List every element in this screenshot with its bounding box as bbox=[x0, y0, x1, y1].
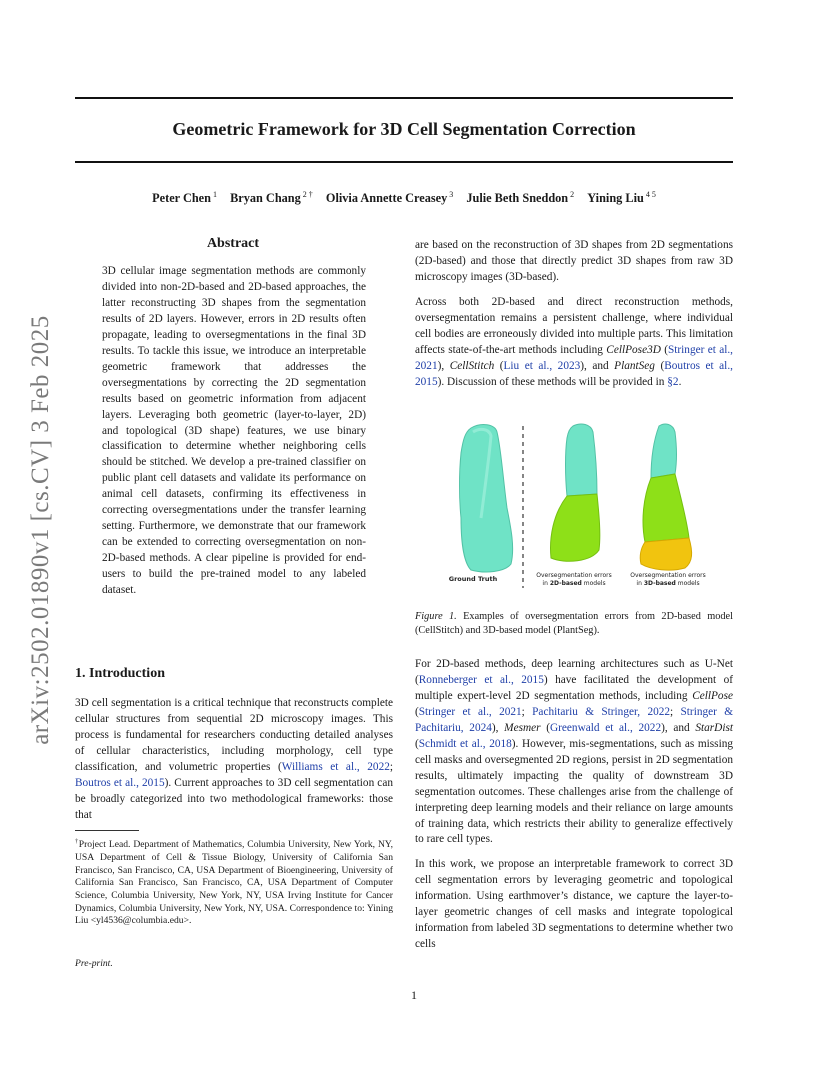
author: Olivia Annette Creasey $^3$ bbox=[325, 190, 454, 206]
paragraph: For 2D-based methods, deep learning architectures such as U-Net (Ronneberger et al., 2015) have facilitated the development of multiple expert-level 2D segmentation methods, including CellPose (Stringer et al., 2021; Pachitariu & Stringer, 2022; Stringer & Pachitariu, 2024), Mesmer (Greenwald et al., 2022), and StarDist (Schmidt et al., 2018). However, mis-segmentations, such as missing cell masks and oversegmented 2D regions, persist in 2D segmentation results, ultimately impacting the quality of downstream 3D segmentation outcomes. These challenges arise from the challenge of interpreting deep learning models and their reliance on large amounts of training data, which restricts their ability to generalize effectively to rare cell types. bbox=[415, 658, 734, 846]
figure-caption: Figure 1. Examples of oversegmentation errors from 2D-based model (CellStitch) and 3D-based model (PlantSeg). bbox=[415, 611, 733, 636]
preprint-note: Pre-print. bbox=[75, 958, 113, 969]
author: Bryan Chang $^{2 \dagger}$ bbox=[230, 190, 313, 206]
citation-link[interactable]: Pachitariu & Stringer, 2022 bbox=[532, 705, 671, 718]
right-column-bottom bbox=[415, 657, 733, 953]
citation-link[interactable]: Schmidt et al., 2018 bbox=[418, 737, 512, 750]
citation-link[interactable]: Boutros et al., 2015 bbox=[75, 776, 165, 789]
label-3d-based: Oversegmentation errors in 3D-based models bbox=[630, 572, 706, 587]
label-ground-truth: Ground Truth bbox=[448, 575, 498, 583]
author: Peter Chen $^1$ bbox=[152, 190, 217, 206]
page-number: 1 bbox=[411, 988, 417, 1002]
section-link[interactable]: §2 bbox=[667, 375, 679, 388]
author: Julie Beth Sneddon $^2$ bbox=[466, 190, 575, 206]
paragraph: In this work, we propose an interpretable framework to correct 3D cell segmentation errors by leveraging geometric and topological information. Using earthmover’s distance, we capture the layer-to-layer geometric changes of cell masks and integrate topological information from labeled 3D segmentations to determine whether two cells bbox=[415, 858, 733, 951]
citation-link[interactable]: Stringer & Pachitariu, 2024 bbox=[415, 705, 734, 734]
abstract-text: 3D cellular image segmentation methods are commonly divided into non-2D-based and 2D-based approaches, the latter reconstructing 3D shapes from the segmentation results of 2D layers. However, errors in 2D results often propagate, leading to oversegmentations in the final 3D results. To tackle this issue, we introduce an interpretable geometric framework that addresses the oversegmentations by correcting the 2D segmentation results based on geometric information from adjacent layers. Leveraging both geometric (layer-to-layer, 2D) and topological (3D shape) features, we use binary classification to determine whether neighboring cells should be stitched. We develop a pre-trained classifier on public plant cell datasets and validate its performance on animal cell datasets, confirming its effectiveness in correcting oversegmentations under the transfer learning setting. Furthermore, we demonstrate that our framework can be extended to correcting oversegmentation on non-2D-based methods. A clear pipeline is provided for end-users to build the pre-trained model to any labeled dataset. bbox=[102, 265, 366, 597]
paragraph: Across both 2D-based and direct reconstruction methods, oversegmentation remains a persistent challenge, where individual cell bodies are erroneously divided into multiple parts. This limitation affects state-of-the-art methods including CellPose3D (Stringer et al., 2021), CellStitch (Liu et al., 2023), and PlantSeg (Boutros et al., 2015). Discussion of these methods will be provided in §2. bbox=[415, 295, 733, 388]
ground-truth-cell bbox=[460, 425, 513, 572]
citation-link[interactable]: Williams et al., 2022 bbox=[281, 760, 390, 773]
paragraph: are based on the reconstruction of 3D shapes from 2D segmentations (2D-based) and those that directly predict 3D shapes from raw 3D microscopy images (3D-based). bbox=[415, 239, 733, 283]
cell-3d-oversegmented bbox=[640, 424, 691, 570]
paper-title: Geometric Framework for 3D Cell Segmentation Correction bbox=[172, 119, 636, 139]
title-bottom-rule bbox=[75, 161, 733, 163]
citation-link[interactable]: Greenwald et al., 2022 bbox=[549, 721, 662, 734]
citation-link[interactable]: Liu et al., 2023 bbox=[503, 359, 581, 372]
right-column-top bbox=[415, 238, 733, 391]
arxiv-identifier: arXiv:2502.01890v1 [cs.CV] 3 Feb 2025 bbox=[27, 315, 54, 745]
label-2d-based: Oversegmentation errors in 2D-based models bbox=[536, 572, 612, 587]
footnote-rule bbox=[75, 830, 139, 831]
figure-1 bbox=[415, 418, 733, 594]
citation-link[interactable]: Boutros et al., 2015 bbox=[415, 359, 733, 388]
cell-2d-oversegmented bbox=[551, 424, 600, 561]
top-rule bbox=[75, 97, 733, 99]
abstract-heading: Abstract bbox=[206, 236, 260, 251]
citation-link[interactable]: Stringer et al., 2021 bbox=[418, 705, 522, 718]
footnote: †Project Lead. Department of Mathematics, Columbia University, New York, NY, USA Department of Cell & Tissue Biology, University of California San Francisco, San Francisco, CA, USA Department of Bioengineering, University of California San Francisco, San Francisco, CA, USA Department of Computer Science, Columbia University, New York, NY, USA Irving Institute for Cancer Dynamics, Columbia University, New York, NY, USA. Correspondence to: Yining Liu <yl4536@columbia.edu>. bbox=[75, 838, 393, 927]
author: Yining Liu $^{4 5}$ bbox=[587, 190, 656, 206]
author-list bbox=[75, 190, 733, 206]
citation-link[interactable]: Stringer et al., 2021 bbox=[415, 343, 733, 372]
intro-paragraph: 3D cell segmentation is a critical technique that reconstructs complete cellular structures from sequential 2D microscopy images. This process is fundamental for researchers conducting detailed analyses of cellular characteristics, including morphology, cell type classification, and volumetric properties (Williams et al., 2022; Boutros et al., 2015). Current approaches to 3D cell segmentation can be broadly categorized into two methodological frameworks: those that bbox=[75, 697, 394, 821]
citation-link[interactable]: Ronneberger et al., 2015 bbox=[418, 673, 544, 686]
section-heading-introduction: 1. Introduction bbox=[75, 666, 165, 681]
